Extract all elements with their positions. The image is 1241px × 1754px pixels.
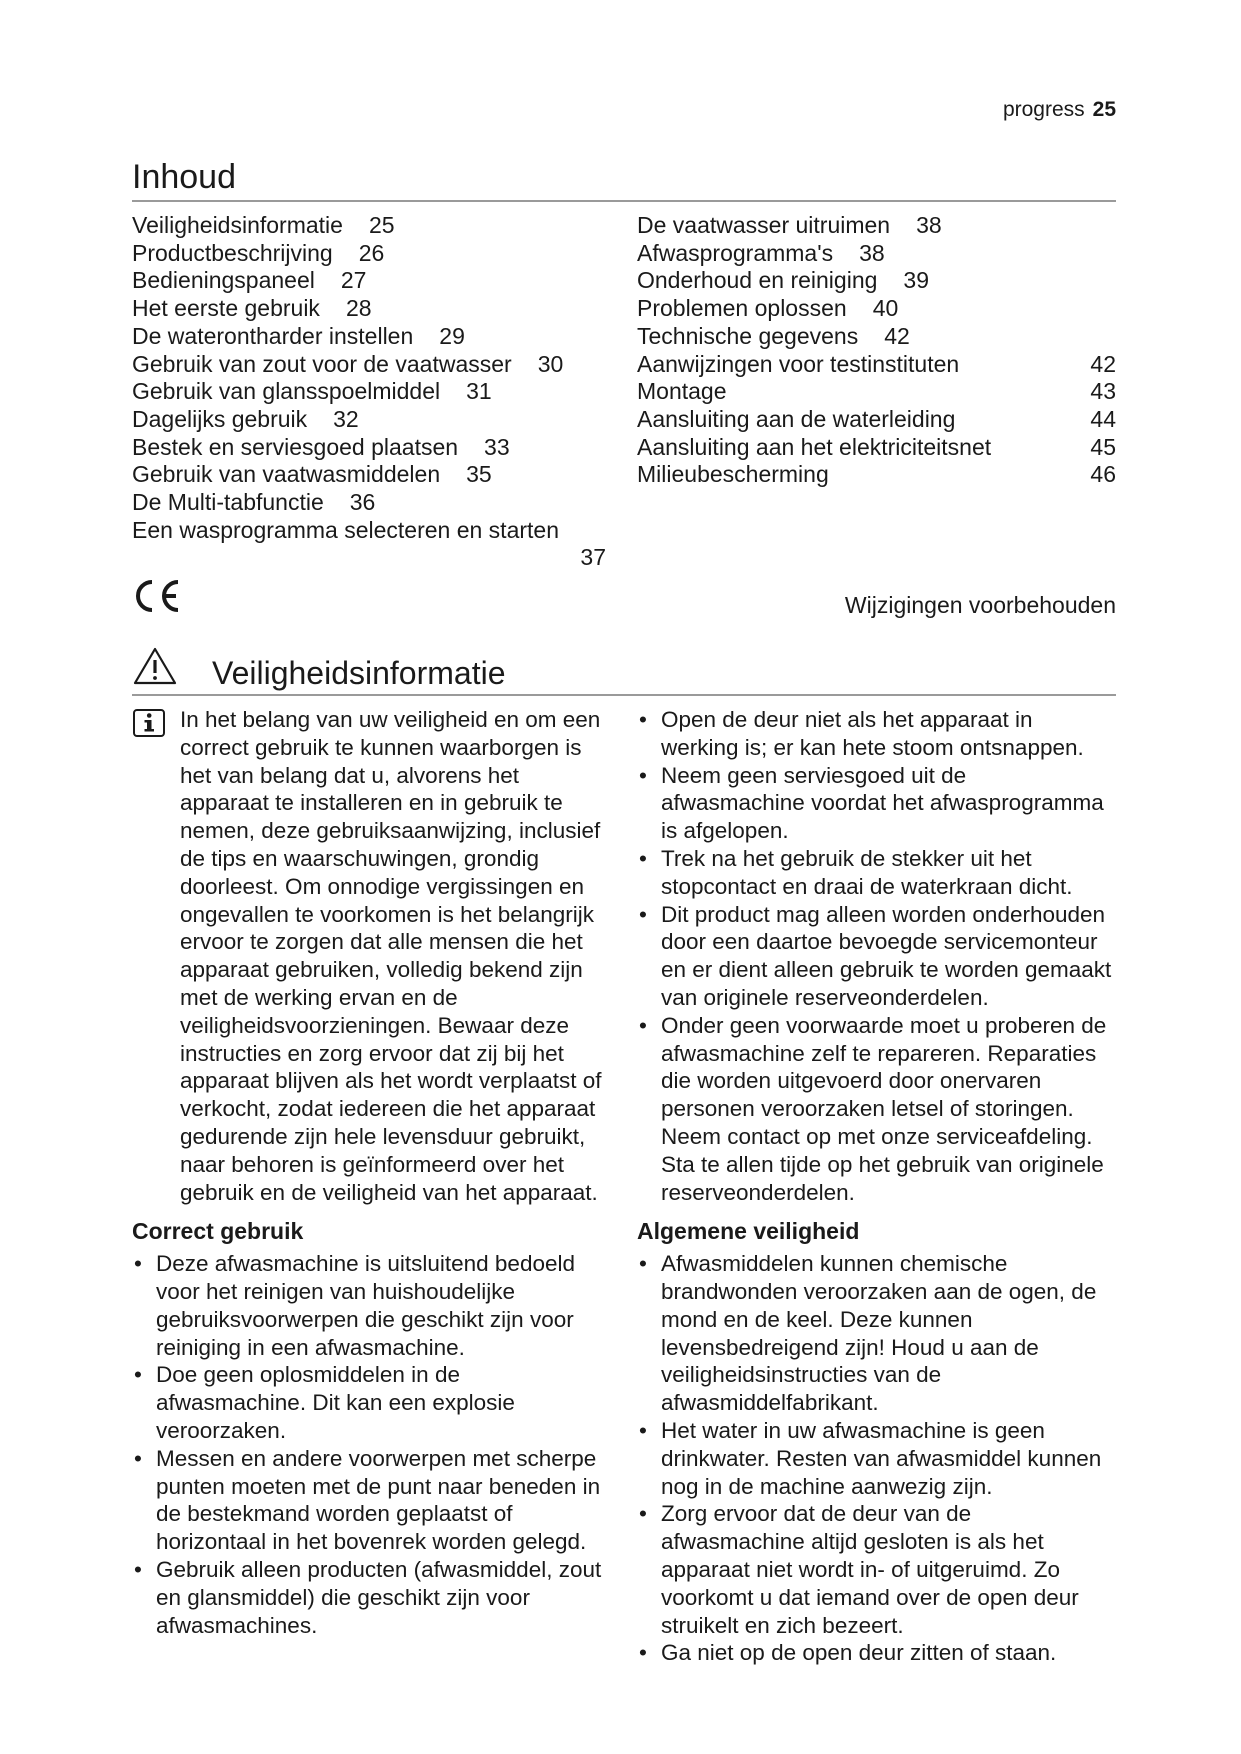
toc-title: Inhoud xyxy=(132,158,236,196)
page-number: 25 xyxy=(1092,98,1116,121)
list-item: • Open de deur niet als het apparaat in werking is; er kan hete stoom ontsnappen. xyxy=(637,706,1116,762)
correct-use-heading: Correct gebruik xyxy=(132,1218,304,1245)
toc-entry[interactable]: Problemen oplossen 40 xyxy=(637,295,899,322)
list-item: • Gebruik alleen producten (afwasmiddel, zout en glansmiddel) die geschikt zijn voor afwasmachines. xyxy=(132,1556,609,1639)
list-item: • Doe geen oplosmiddelen in de afwasmachine. Dit kan een explosie veroorzaken. xyxy=(132,1361,609,1444)
list-item: • Dit product mag alleen worden onderhouden door een daartoe bevoegde servicemonteur en er dient alleen gebruik te worden gemaakt van originele reserveonderdelen. xyxy=(637,901,1116,1012)
toc-entry[interactable]: Het eerste gebruik 28 xyxy=(132,295,372,322)
list-item: • Neem geen serviesgoed uit de afwasmachine voordat het afwasprogramma is afgelopen. xyxy=(637,762,1116,845)
toc-entry[interactable]: De waterontharder instellen 29 xyxy=(132,322,465,349)
toc-entry[interactable]: Gebruik van zout voor de vaatwasser 30 xyxy=(132,350,564,377)
toc-entry[interactable]: Gebruik van vaatwasmiddelen 35 xyxy=(132,461,492,488)
toc-entry[interactable]: Bedieningspaneel 27 xyxy=(132,267,367,294)
brand-name: progress xyxy=(1002,98,1085,121)
toc-right-column xyxy=(637,212,1116,489)
toc-entry[interactable]: Milieubescherming 46 xyxy=(637,461,1116,488)
list-item: • Messen en andere voorwerpen met scherpe punten moeten met de punt naar beneden in de bestekmand worden geplaatst of horizontaal in het bovenrek worden gelegd. xyxy=(132,1445,609,1556)
list-item: • Het water in uw afwasmachine is geen drinkwater. Resten van afwasmiddel kunnen nog in de machine aanwezig zijn. xyxy=(637,1417,1116,1500)
toc-entry[interactable]: Dagelijks gebruik 32 xyxy=(132,405,359,432)
general-safety-heading: Algemene veiligheid xyxy=(637,1218,860,1245)
changes-note: Wijzigingen voorbehouden xyxy=(844,592,1116,618)
toc-entry[interactable]: Afwasprogramma's 38 xyxy=(637,239,885,266)
toc-entry[interactable]: Aanwijzingen voor testinstituten 42 xyxy=(637,350,1116,377)
list-item: • Deze afwasmachine is uitsluitend bedoeld voor het reinigen van huishoudelijke gebruiksvoorwerpen die geschikt zijn voor reiniging in een afwasmachine. xyxy=(132,1250,609,1361)
list-item: • Onder geen voorwaarde moet u proberen de afwasmachine zelf te repareren. Reparaties die worden uitgevoerd door onervaren personen veroorzaken letsel of storingen. Neem contact op met onze serviceafdeling. Sta te allen tijde op het gebruik van originele reserveonderdelen. xyxy=(637,1012,1116,1207)
list-item: • Trek na het gebruik de stekker uit het stopcontact en draai de waterkraan dicht. xyxy=(637,845,1116,901)
toc-entry[interactable]: Aansluiting aan de waterleiding 44 xyxy=(637,405,1116,432)
list-item: • Ga niet op de open deur zitten of staan. xyxy=(637,1639,1116,1667)
toc-entry[interactable]: Aansluiting aan het elektriciteitsnet 45 xyxy=(637,433,1116,460)
list-item: • Zorg ervoor dat de deur van de afwasmachine altijd gesloten is als het apparaat niet wordt in- of uitgeruimd. Zo voorkomt u dat iemand over de open deur struikelt en zich bezeert. xyxy=(637,1500,1116,1639)
correct-use-list xyxy=(132,1250,609,1639)
general-safety-list xyxy=(637,1250,1116,1667)
toc-entry[interactable]: De Multi-tabfunctie 36 xyxy=(132,489,376,516)
safety-right-column xyxy=(637,706,1116,1667)
page-header xyxy=(1003,98,1116,122)
toc-rule xyxy=(132,200,1116,202)
safety-left-column xyxy=(132,706,609,1639)
toc-entry[interactable]: Productbeschrijving 26 xyxy=(132,239,385,266)
toc-entry[interactable]: Veiligheidsinformatie 25 xyxy=(132,212,395,238)
warning-icon xyxy=(132,646,178,691)
info-icon xyxy=(132,708,166,745)
toc-entry[interactable]: Technische gegevens 42 xyxy=(637,322,910,349)
ce-mark-icon xyxy=(132,578,184,619)
toc-entry[interactable]: Gebruik van glansspoelmiddel 31 xyxy=(132,378,492,405)
correct-use-list-continued xyxy=(637,706,1116,1206)
toc-entry[interactable]: Montage 43 xyxy=(637,378,1116,405)
info-box xyxy=(132,706,609,1206)
toc-entry[interactable]: Onderhoud en reiniging 39 xyxy=(637,267,929,294)
toc-left-column xyxy=(132,212,606,572)
toc-entry[interactable]: De vaatwasser uitruimen 38 xyxy=(637,212,942,238)
safety-title: Veiligheidsinformatie xyxy=(212,655,506,691)
safety-intro-text: In het belang van uw veiligheid en om een correct gebruik te kunnen waarborgen is het van belang dat u, alvorens het apparaat te installeren en in gebruik te nemen, deze gebruiksaanwijzing, inclusief de tips en waarschuwingen, grondig doorleest. Om onnodige vergissingen en ongevallen te voorkomen is het belangrijk ervoor te zorgen dat alle mensen die het apparaat gebruiken, volledig bekend zijn met de werking ervan en de veiligheidsvoorzieningen. Bewaar deze instructies en zorg ervoor dat zij bij het apparaat blijven als het wordt verplaatst of verkocht, zodat iedereen die het apparaat gedurende zijn hele levensduur gebruikt, naar behoren is geïnformeerd over het gebruik en de veiligheid van het apparaat. xyxy=(180,707,602,1205)
safety-rule xyxy=(132,694,1116,696)
list-item: • Afwasmiddelen kunnen chemische brandwonden veroorzaken aan de ogen, de mond en de keel. Deze kunnen levensbedreigend zijn! Houd u aan de veiligheidsinstructies van de afwasmiddelfabrikant. xyxy=(637,1250,1116,1417)
toc-entry[interactable]: Een wasprogramma selecteren en starten 37 xyxy=(132,516,606,571)
toc-entry[interactable]: Bestek en serviesgoed plaatsen 33 xyxy=(132,433,510,460)
